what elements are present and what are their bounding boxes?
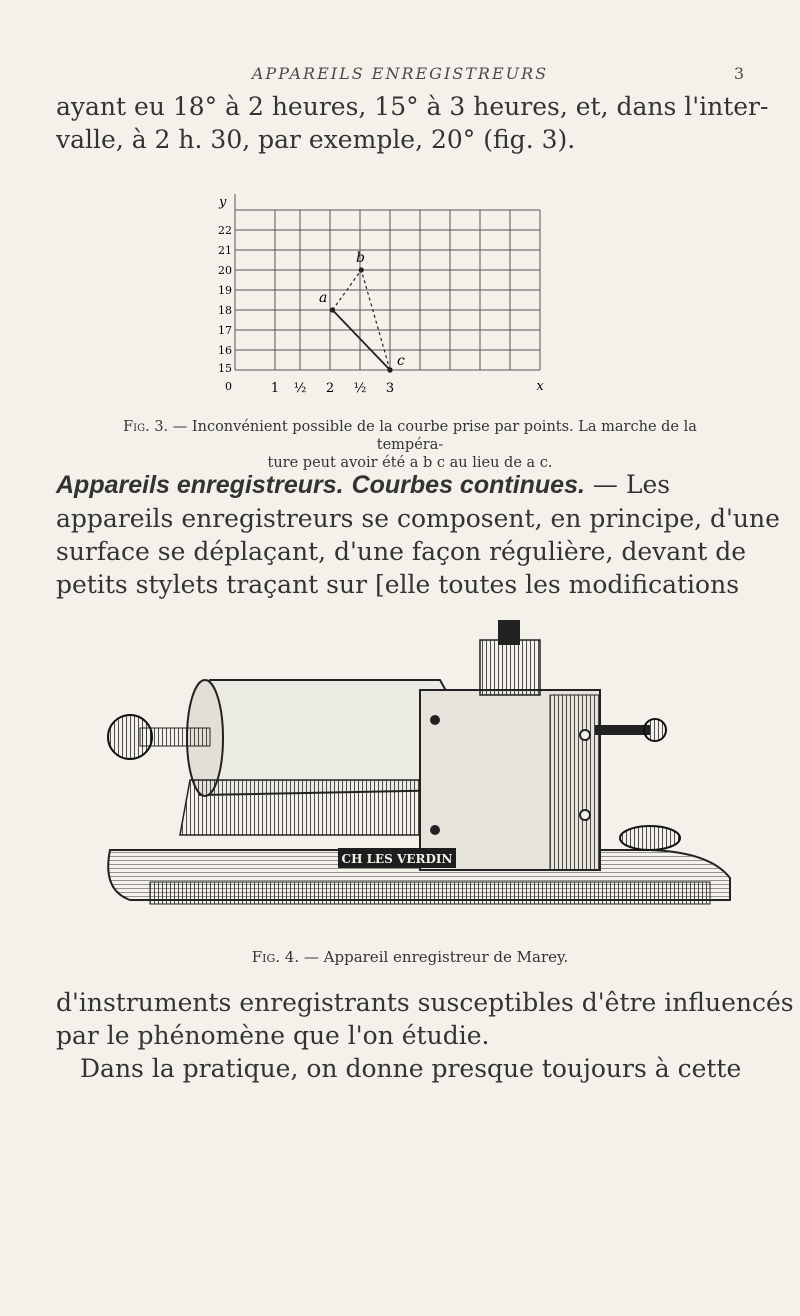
y-tick-label: 0 <box>225 380 232 393</box>
section-title: Appareils enregistreurs. <box>56 471 344 499</box>
regulator <box>498 620 520 645</box>
caption-label: Fig. 4. <box>251 948 300 966</box>
y-tick-label: 21 <box>218 244 232 257</box>
y-tick-label: 15 <box>218 362 232 375</box>
page-number: 3 <box>733 64 744 83</box>
caption-text: — Appareil enregistreur de Marey. <box>299 948 569 966</box>
point-label-b: b <box>356 250 365 266</box>
figure-4-caption <box>90 948 730 966</box>
screw-icon <box>430 715 440 725</box>
clockwork-side <box>550 695 600 870</box>
x-tick-label: 3 <box>385 381 395 396</box>
text-line: par le phénomène que l'on étudie. <box>56 1021 490 1050</box>
base-edge <box>150 882 710 904</box>
x-tick-label: 2 <box>325 381 335 396</box>
y-tick-label: 16 <box>218 344 232 357</box>
point-label-a: a <box>319 290 328 306</box>
y-tick-label: 19 <box>218 284 232 297</box>
caption-text: — Inconvénient possible de la courbe prise par points. La marche de la tempéra- <box>168 419 697 453</box>
y-tick-label: 18 <box>218 304 232 317</box>
section-paragraph <box>56 468 780 601</box>
x-tick-label: 1 <box>270 381 280 396</box>
movement-frame <box>480 640 540 695</box>
maker-plate-text: CH LES VERDIN <box>341 852 453 866</box>
running-header: APPAREILS ENREGISTREURS <box>251 64 549 83</box>
y-axis-label: y <box>219 195 227 210</box>
y-tick-label: 17 <box>218 324 232 337</box>
continuation-paragraph <box>56 986 794 1085</box>
text-line: ayant eu 18° à 2 heures, 15° à 3 heures, et, dans l'inter- <box>56 92 769 121</box>
text-line: Dans la pratique, on donne presque toujours à cette <box>80 1054 742 1083</box>
data-point <box>359 267 364 272</box>
screw-icon <box>430 825 440 835</box>
text-line: appareils enregistreurs se composent, en principe, d'une <box>56 504 780 533</box>
x-axis-label: x <box>536 379 544 394</box>
screw-icon <box>580 810 590 820</box>
text-line <box>56 468 746 502</box>
text-line: d'instruments enregistrants susceptibles d'être influencés <box>56 988 794 1017</box>
chart-grid <box>235 194 540 370</box>
data-point <box>387 367 392 372</box>
figure-3-chart <box>215 192 575 407</box>
chart-marks <box>330 267 393 372</box>
text-line: valle, à 2 h. 30, par exemple, 20° (fig. 3). <box>56 125 576 154</box>
text-line: petits stylets traçant sur [elle toutes les modifications <box>56 570 740 599</box>
dash: — <box>584 470 626 499</box>
y-tick-label: 22 <box>218 224 232 237</box>
winding-knob <box>644 719 666 741</box>
caption-text: ture peut avoir été a b c au lieu de a c. <box>267 455 553 471</box>
screw-icon <box>580 730 590 740</box>
point-label-c: c <box>397 353 405 369</box>
section-subtitle: Courbes continues. <box>351 471 585 499</box>
x-tick-label: ½ <box>353 381 367 396</box>
caption-label: Fig. 3. <box>123 419 169 435</box>
text-line: surface se déplaçant, d'une façon régulière, devant de <box>56 537 747 566</box>
data-point <box>330 307 335 312</box>
level-foot <box>620 826 680 850</box>
y-tick-label: 20 <box>218 264 232 277</box>
x-tick-label: ½ <box>293 381 307 396</box>
winding-arm <box>595 725 650 735</box>
figure-4-engraving <box>90 620 750 940</box>
knob-left <box>108 715 152 759</box>
figure-3-caption <box>90 418 730 472</box>
text-fragment: Les <box>625 470 671 499</box>
intro-paragraph <box>56 90 769 156</box>
